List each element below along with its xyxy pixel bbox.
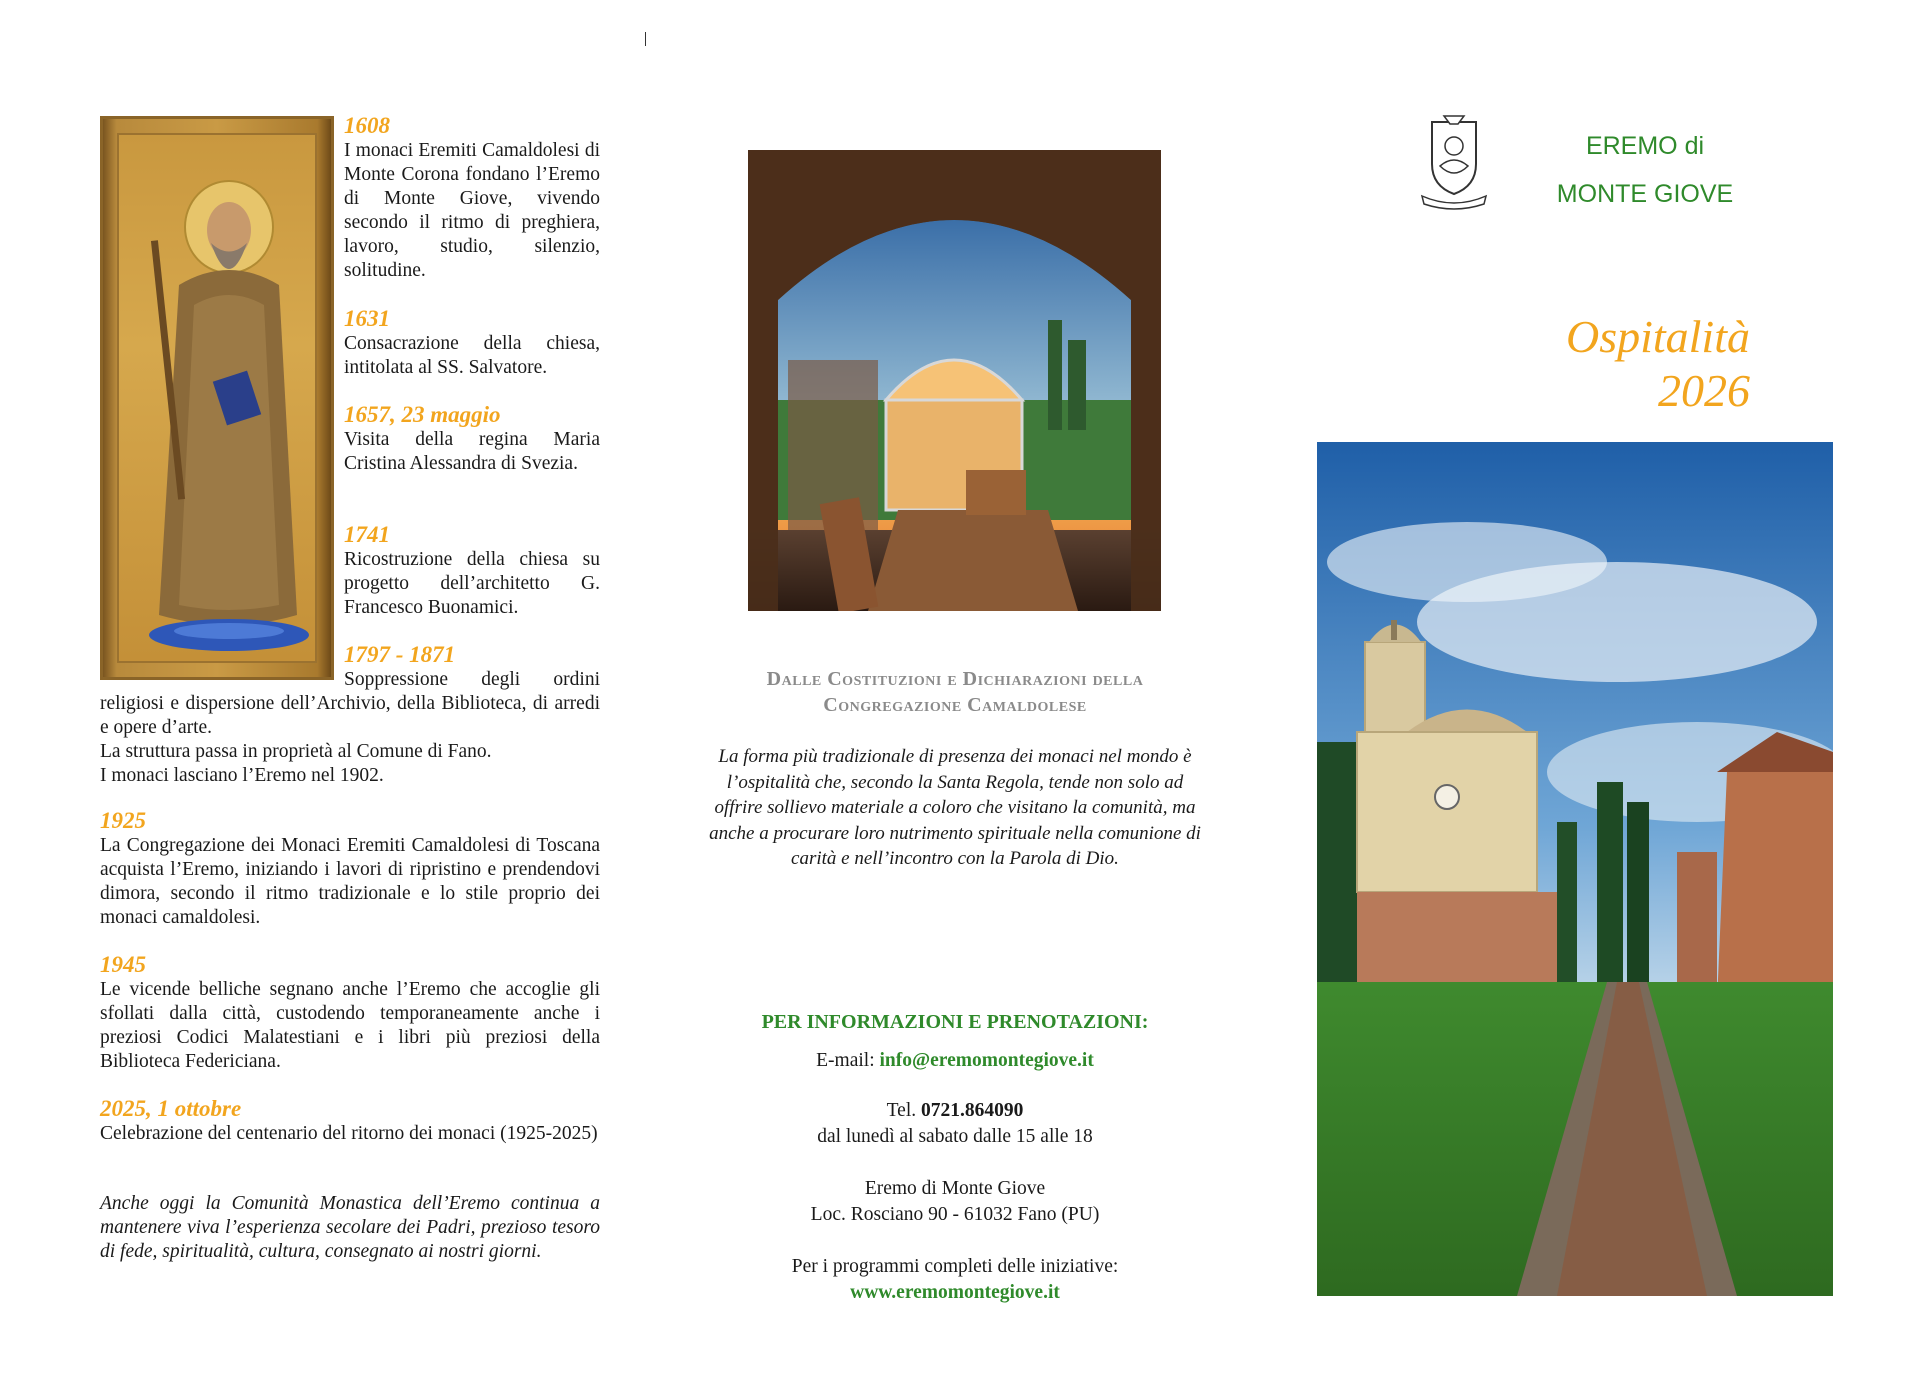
hermitage-photo [1317, 442, 1833, 1296]
programs-label: Per i programmi completi delle iniziative: [791, 1256, 1119, 1277]
year-label: 1797 - 1871 [344, 642, 456, 667]
quote-title-line: Dalle Costituzioni e Dichiarazioni della [766, 668, 1144, 690]
address-line: Loc. Rosciano 90 - 61032 Fano (PU) [810, 1204, 1100, 1225]
coat-of-arms-icon [1418, 114, 1490, 210]
cover-title: Ospitalità [1565, 311, 1750, 362]
email-label: E-mail: [816, 1050, 880, 1071]
year-label: 1631 [344, 306, 390, 331]
opening-hours: dal lunedì al sabato dalle 15 alle 18 [817, 1126, 1093, 1147]
event-text: Ricostruzione della chiesa su progetto dell’architetto G. Francesco Buonamici. [344, 549, 600, 618]
phone-number[interactable]: 0721.864090 [921, 1100, 1024, 1121]
event-text: Visita della regina Maria Cristina Alessandra di Svezia. [344, 429, 600, 474]
quote-title [700, 666, 1210, 718]
event-text: I monaci Eremiti Camaldolesi di Monte Corona fondano l’Eremo di Monte Giove, vivendo secondo il ritmo di preghiera, lavoro, studio, silenzio, solitudine. [344, 140, 600, 281]
timeline-2025 [100, 1096, 600, 1146]
timeline-1797-text [100, 668, 600, 740]
year-label: 1741 [344, 522, 390, 547]
timeline-1741 [344, 522, 600, 620]
fold-mark [645, 32, 646, 46]
monk-figure-icon [119, 135, 321, 667]
event-text: La Congregazione dei Monaci Eremiti Camaldolesi di Toscana acquista l’Eremo, iniziando i lavori di ripristino e prendendovi dimora, secondo il ritmo tradizionale e lo stile proprio dei monaci camaldolesi. [100, 835, 600, 928]
address-name: Eremo di Monte Giove [864, 1178, 1046, 1199]
arched-window-image [748, 150, 1161, 611]
year-label: 1945 [100, 952, 146, 977]
info-heading: PER INFORMAZIONI E PRENOTAZIONI: [761, 1011, 1149, 1033]
timeline-1925 [100, 808, 600, 930]
timeline-1657 [344, 402, 600, 476]
phone-line [705, 1098, 1205, 1123]
saint-icon-painting [100, 116, 334, 680]
year-label: 1608 [344, 113, 390, 138]
year-label: 1657, 23 maggio [344, 402, 501, 427]
event-text: Le vicende belliche segnano anche l’Eremo che accoglie gli sfollati dalla città, custodendo temporaneamente anche i preziosi Codici Malatestiani e i libri più preziosi della Biblioteca Federiciana. [100, 979, 600, 1072]
year-label: 2025, 1 ottobre [100, 1096, 242, 1121]
timeline-1631 [344, 306, 600, 380]
phone-label: Tel. [886, 1100, 921, 1121]
event-text: Soppressione degli ordini religiosi e dispersione dell’Archivio, della Biblioteca, di arredi e opere d’arte. [100, 669, 600, 738]
quote-title-line: Congregazione Camaldolese [823, 694, 1087, 716]
hospitality-quote: La forma più tradizionale di presenza dei monaci nel mondo è l’ospitalità che, secondo la Santa Regola, tende non solo ad offrire sollievo materiale a coloro che visitano la comunità, ma anche a procurare loro nutrimento spirituale nella comunione di carità e nell’incontro con la Parola di Dio. [709, 746, 1201, 869]
event-text: La struttura passa in proprietà al Comune di Fano. [100, 741, 492, 762]
website-link[interactable]: www.eremomontegiove.it [850, 1282, 1060, 1303]
timeline-1797-extra [100, 740, 600, 788]
arched-window-photo [748, 150, 1161, 611]
event-text: Consacrazione della chiesa, intitolata al SS. Salvatore. [344, 333, 600, 378]
email-line [705, 1048, 1205, 1073]
timeline-1945 [100, 952, 600, 1074]
event-text: Celebrazione del centenario del ritorno dei monaci (1925-2025) [100, 1123, 598, 1144]
timeline-1608 [344, 113, 600, 283]
closing-paragraph: Anche oggi la Comunità Monastica dell’Eremo continua a mantenere viva l’esperienza secolare dei Padri, prezioso tesoro di fede, spiritualità, cultura, consegnato ai nostri giorni. [100, 1193, 600, 1262]
event-text: I monaci lasciano l’Eremo nel 1902. [100, 765, 384, 786]
year-label: 1925 [100, 808, 146, 833]
org-name-line1: EREMO di [1585, 132, 1705, 160]
crest-icon [1418, 114, 1490, 210]
email-link[interactable]: info@eremomontegiove.it [879, 1050, 1094, 1071]
hermitage-church-image [1317, 442, 1833, 1296]
cover-year: 2026 [1658, 365, 1750, 416]
org-name-line2: MONTE GIOVE [1556, 180, 1734, 208]
